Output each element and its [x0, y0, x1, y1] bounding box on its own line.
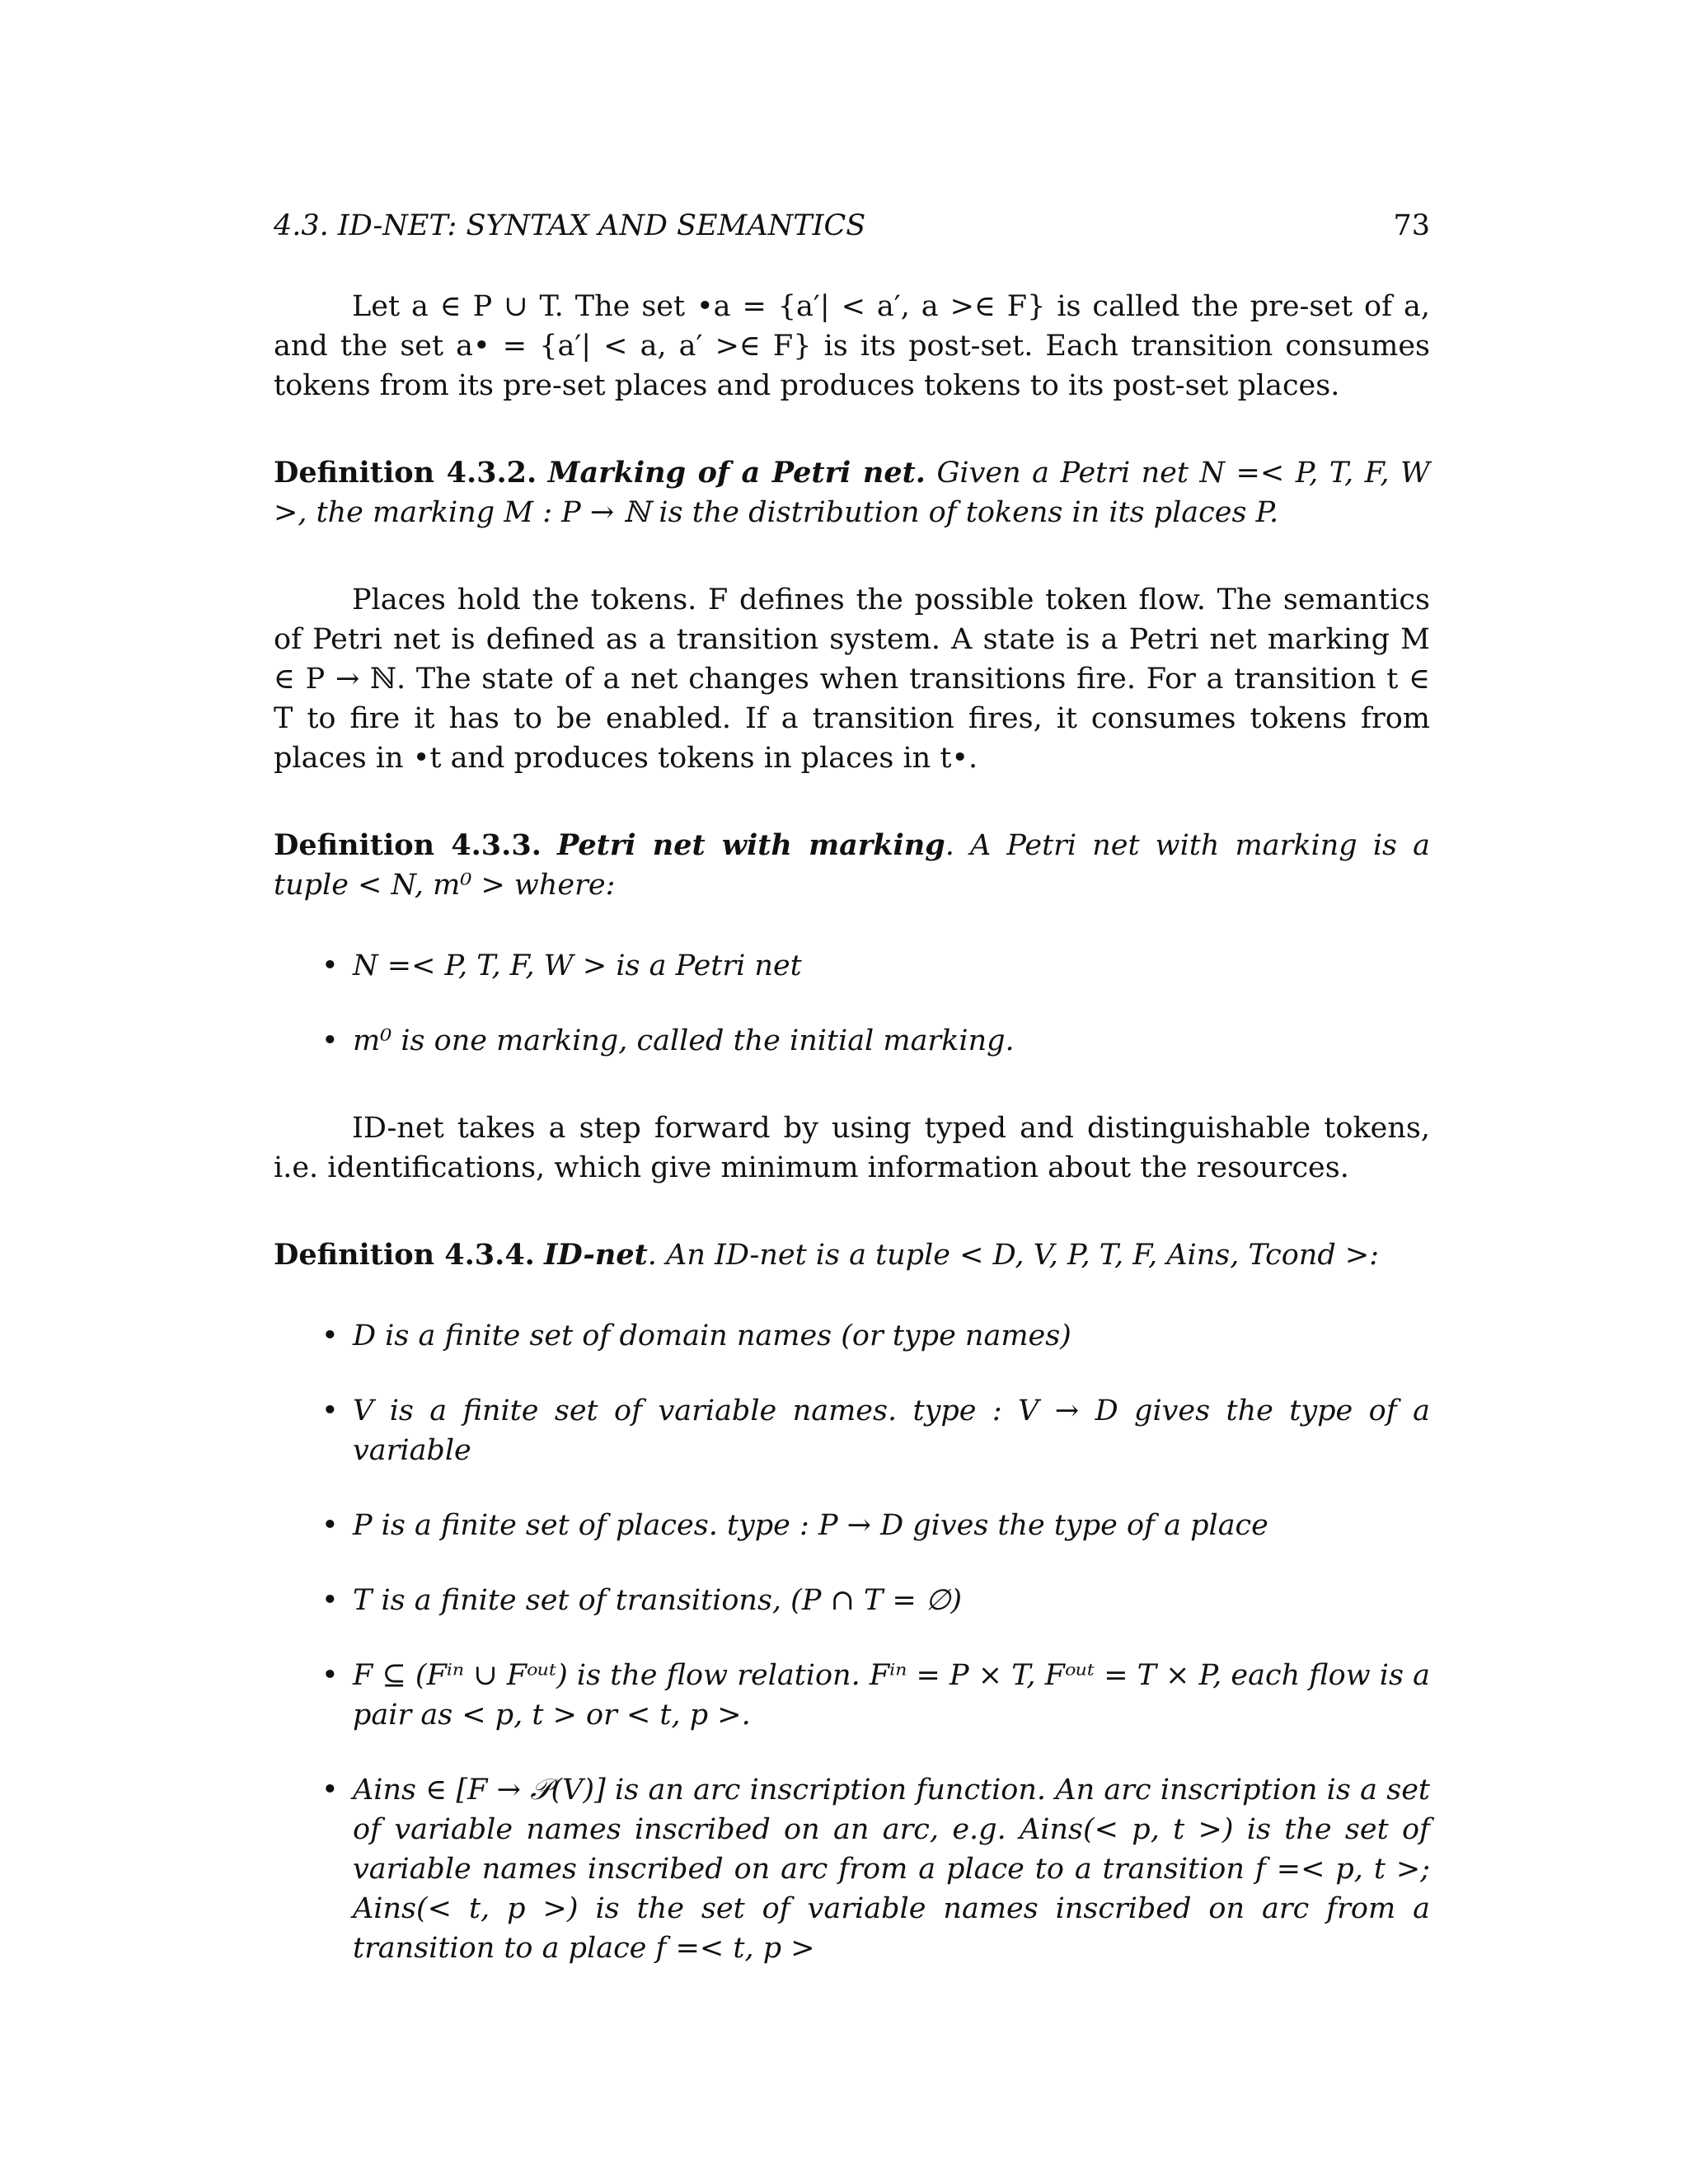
definition-body: . A Petri net with marking is a tuple < N, m⁰ > where: — [274, 829, 1430, 902]
bullet-icon: • — [321, 1584, 339, 1617]
definition-label: Definition 4.3.4. — [274, 1238, 535, 1272]
running-header — [274, 206, 1430, 246]
list-item: • Ains ∈ [F → 𝒫(V)] is an arc inscription function. An arc inscription is a set of variable names inscribed on an arc, e.g. Ains(< p, t >) is the set of variable names inscribed on arc from a place to a transition f =< p, t >; Ains(< t, p >) is the set of variable names inscribed on arc from a transition to a place f =< t, p > — [274, 1770, 1430, 1968]
bullet-icon: • — [321, 949, 339, 982]
paragraph-id-net-intro: ID-net takes a step forward by using typed and distinguishable tokens, i.e. identifications, which give minimum information about the resources. — [274, 1112, 1430, 1184]
definition-term: Petri net with marking — [557, 828, 945, 862]
bullet-icon: • — [321, 1024, 339, 1057]
bullet-icon: • — [321, 1319, 339, 1352]
definition-term: ID-net — [544, 1238, 648, 1272]
definition-term: Marking of a Petri net. — [547, 456, 926, 490]
bullet-icon: • — [321, 1659, 339, 1692]
list-item: • T is a finite set of transitions, (P ∩ T = ∅) — [274, 1581, 1430, 1620]
list-item: • D is a finite set of domain names (or type names) — [274, 1316, 1430, 1356]
page-number: 73 — [1393, 209, 1430, 242]
definition-4-3-4-list — [274, 1316, 1430, 1968]
page — [274, 206, 1430, 2016]
definition-4-3-3-list — [274, 946, 1430, 1061]
list-item: • V is a finite set of variable names. type : V → D gives the type of a variable — [274, 1391, 1430, 1470]
definition-4-3-4 — [274, 1235, 1430, 1275]
definition-4-3-3 — [274, 826, 1430, 905]
list-item: • m⁰ is one marking, called the initial marking. — [274, 1021, 1430, 1061]
list-item: • F ⊆ (Fⁱⁿ ∪ Fᵒᵘᵗ) is the flow relation. Fⁱⁿ = P × T, Fᵒᵘᵗ = T × P, each flow is a pair as < p, t > or < t, p >. — [274, 1656, 1430, 1735]
list-item: • N =< P, T, F, W > is a Petri net — [274, 946, 1430, 986]
list-item: • P is a finite set of places. type : P → D gives the type of a place — [274, 1506, 1430, 1545]
paragraph-semantics: Places hold the tokens. F defines the possible token flow. The semantics of Petri net is defined as a transition system. A state is a Petri net marking M ∈ P → ℕ. The state of a net changes when transitions fire. For a transition t ∈ T to fire it has to be enabled. If a transition fires, it consumes tokens from places in •t and produces tokens in places in t•. — [274, 583, 1430, 775]
definition-label: Definition 4.3.3. — [274, 828, 542, 862]
bullet-icon: • — [321, 1394, 339, 1427]
definition-label: Definition 4.3.2. — [274, 456, 537, 490]
definition-body: Given a Petri net N =< P, T, F, W >, the marking M : P → ℕ is the distribution of tokens in its places P. — [274, 457, 1430, 529]
definition-body: . An ID-net is a tuple < D, V, P, T, F, Ains, Tcond >: — [647, 1239, 1379, 1272]
definition-4-3-2 — [274, 453, 1430, 532]
bullet-icon: • — [321, 1774, 339, 1807]
paragraph-preset-postset: Let a ∈ P ∪ T. The set •a = {a′| < a′, a >∈ F} is called the pre-set of a, and the set a• = {a′| < a, a′ >∈ F} is its post-set. Each transition consumes tokens from its pre-set places and produces tokens to its post-set places. — [274, 290, 1430, 402]
bullet-icon: • — [321, 1509, 339, 1542]
section-title: 4.3. ID-NET: SYNTAX AND SEMANTICS — [274, 209, 866, 242]
